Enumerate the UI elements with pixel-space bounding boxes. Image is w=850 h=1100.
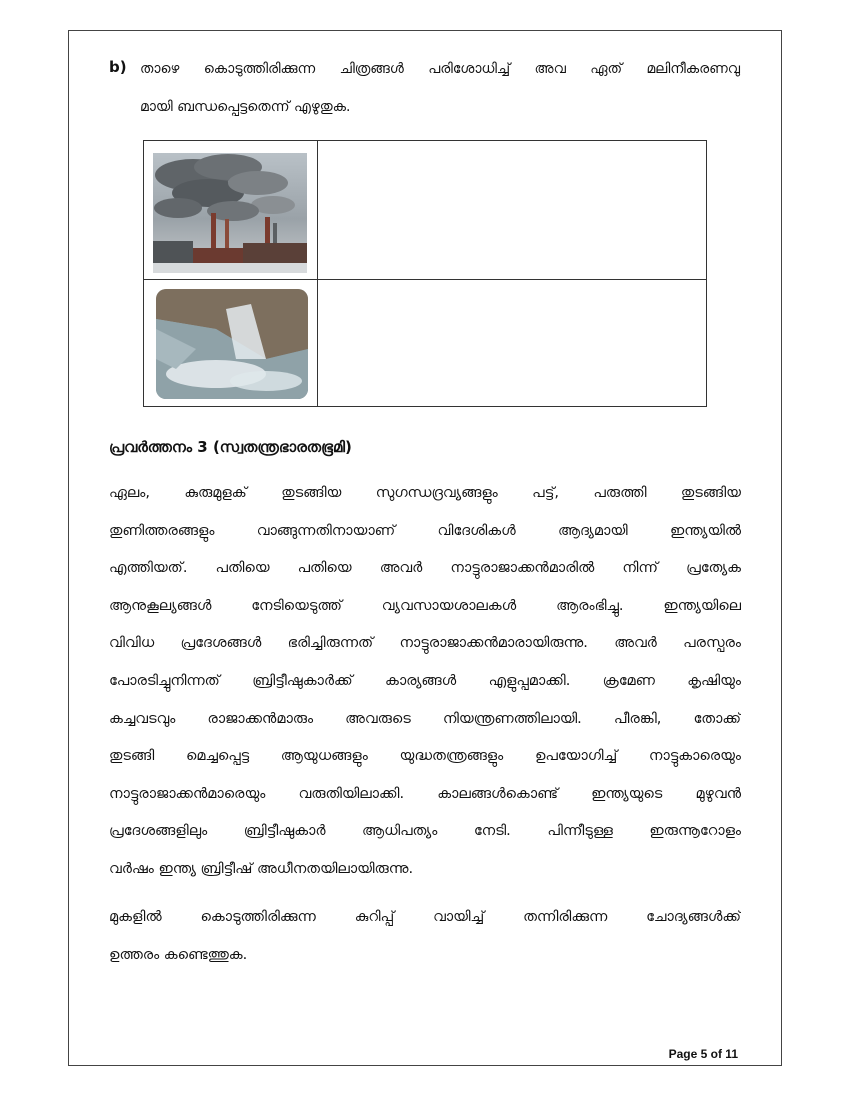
image-answer-table	[143, 140, 707, 407]
factory-smoke-icon	[153, 153, 307, 273]
sewage-outflow-icon	[156, 289, 308, 399]
paragraph-line: മുകളിൽ കൊടുത്തിരിക്കുന്ന കുറിപ്പ് വായിച്ച് തന്നിരിക്കുന്ന ചോദ്യങ്ങൾക്ക്	[109, 909, 741, 925]
paragraph-line: പ്രദേശങ്ങളിലും ബ്രിട്ടീഷുകാർ ആധിപത്യം നേടി. പിന്നീടുള്ള ഇരുന്നൂറോളം	[109, 823, 741, 840]
image-cell	[144, 280, 318, 407]
paragraph-line: കച്ചവടവും രാജാക്കൻമാരും അവരുടെ നിയന്ത്രണത്തിലായി. പീരങ്കി, തോക്ക്	[109, 710, 741, 727]
question-label: b)	[109, 58, 127, 76]
paragraph-line: ഉത്തരം കണ്ടെത്തുക.	[109, 946, 248, 963]
image-cell	[144, 141, 318, 280]
instruction-paragraph	[109, 907, 741, 982]
paragraph-line: ആനുകൂല്യങ്ങൾ നേടിയെടുത്ത് വ്യവസായശാലകൾ ആരംഭിച്ചു. ഇന്ത്യയിലെ	[109, 597, 741, 614]
table-row	[144, 141, 707, 280]
paragraph-line: തുണിത്തരങ്ങളും വാങ്ങുന്നതിനായാണ് വിദേശികൾ ആദ്യമായി ഇന്ത്യയിൽ	[109, 522, 741, 539]
sewage-outflow-image	[156, 289, 308, 399]
paragraph-line: വിവിധ പ്രദേശങ്ങൾ ഭരിച്ചിരുന്നത് നാട്ടുരാജാക്കൻമാരായിരുന്നു. അവർ പരസ്പരം	[109, 635, 741, 652]
table-row	[144, 280, 707, 407]
paragraph-line: വർഷം ഇന്ത്യ ബ്രിട്ടീഷ് അധീനതയിലായിരുന്നു.	[109, 860, 414, 877]
paragraph-line: നാട്ടുരാജാക്കൻമാരെയും വരുതിയിലാക്കി. കാലങ്ങൾകൊണ്ട് ഇന്ത്യയുടെ മുഴുവൻ	[109, 785, 741, 802]
paragraph-line: എത്തിയത്. പതിയെ പതിയെ അവർ നാട്ടുരാജാക്കൻമാരിൽ നിന്ന് പ്രത്യേക	[109, 560, 741, 577]
paragraph-line: ഏലം, കുരുമുളക് തുടങ്ങിയ സുഗന്ധദ്രവ്യങ്ങളും പട്ട്, പരുത്തി തുടങ്ങിയ	[109, 485, 741, 501]
answer-cell[interactable]	[318, 141, 707, 280]
paragraph-line: പോരടിച്ചുനിന്നത് ബ്രിട്ടീഷുകാർക്ക് കാര്യങ്ങൾ എളുപ്പമാക്കി. ക്രമേണ കൃഷിയും	[109, 672, 741, 689]
section-title: പ്രവർത്തനം 3 (സ്വതന്ത്രഭാരതഭൂമി)	[109, 438, 352, 456]
answer-cell[interactable]	[318, 280, 707, 407]
passage-paragraph	[109, 483, 741, 897]
paragraph-line: തുടങ്ങി മെച്ചപ്പെട്ട ആയുധങ്ങളും യുദ്ധതന്ത്രങ്ങളും ഉപയോഗിച്ച് നാട്ടുകാരെയും	[109, 748, 741, 765]
factory-smoke-image	[153, 153, 307, 273]
question-text-line-1: താഴെ കൊടുത്തിരിക്കുന്ന ചിത്രങ്ങൾ പരിശോധിച്ച് അവ ഏത് മലിനീകരണവു	[140, 61, 740, 77]
question-text-line-2: മായി ബന്ധപ്പെട്ടതെന്ന് എഴുതുക.	[140, 99, 351, 115]
page-number: Page 5 of 11	[668, 1047, 738, 1061]
